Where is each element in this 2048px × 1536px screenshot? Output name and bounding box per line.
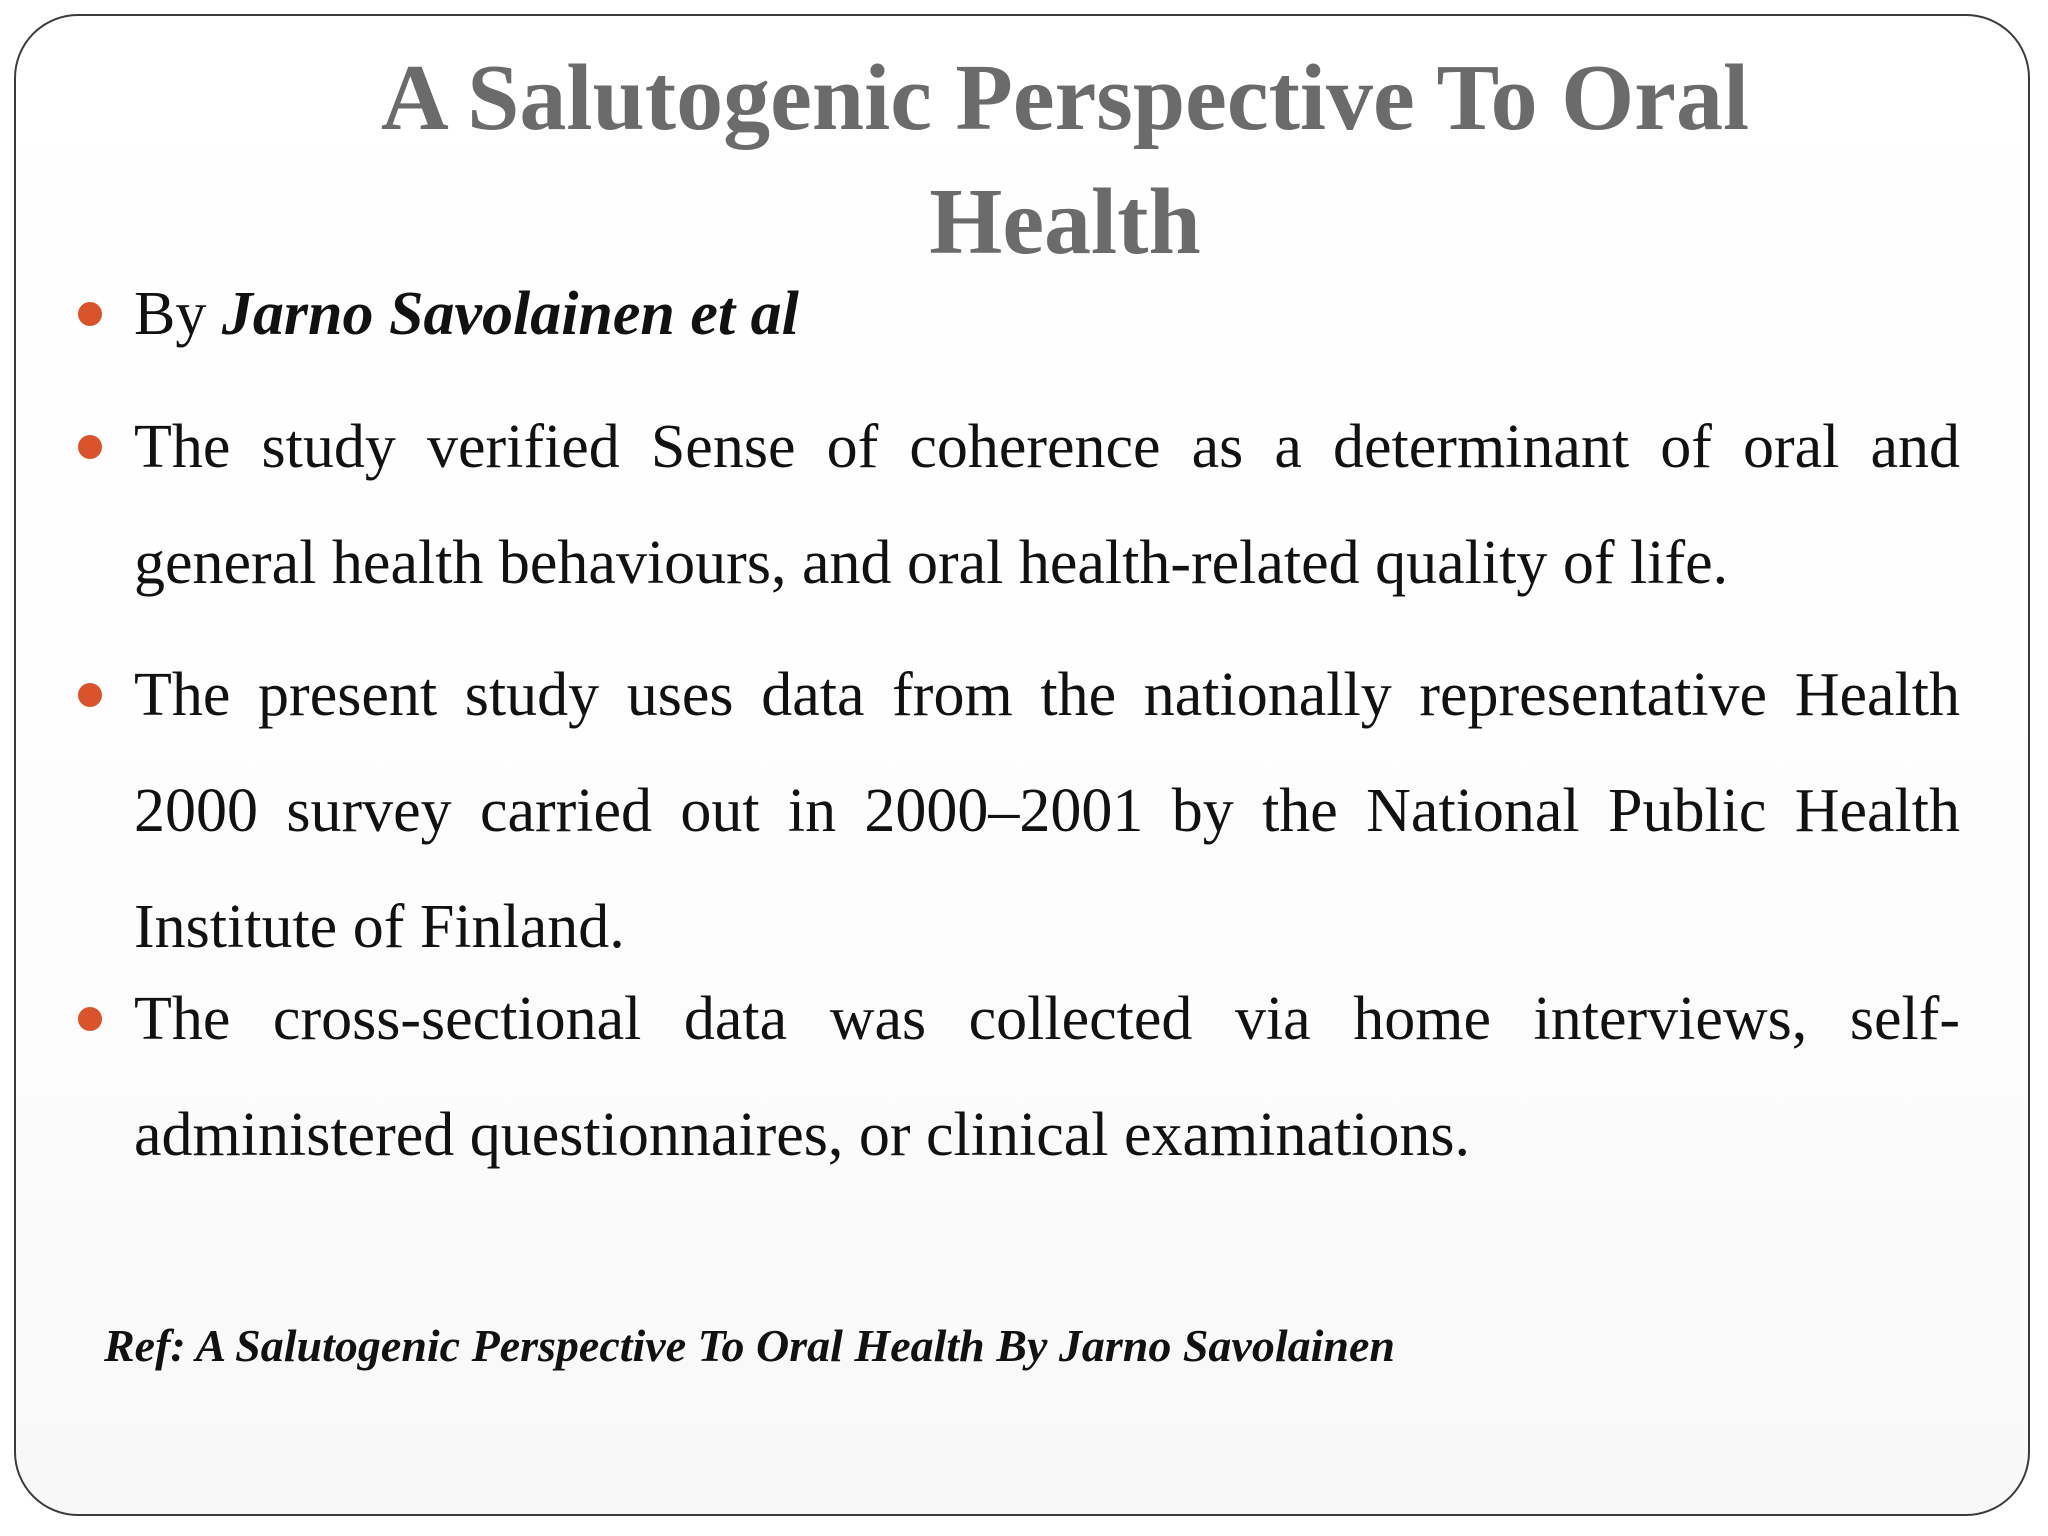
author-name: Jarno Savolainen et al [221, 280, 799, 348]
bullet-marker-icon [78, 1007, 102, 1031]
reference-citation: Ref: A Salutogenic Perspective To Oral Health By Jarno Savolainen [104, 1320, 1395, 1371]
bullet-text: The present study uses data from the nationally representative Health 2000 survey carried out in 2000–2001 by the National Public Health Institute of Finland. [134, 661, 1960, 961]
bullet-marker-icon [78, 302, 102, 326]
bullet-item-data-source [134, 637, 1960, 985]
author-prefix: By [134, 280, 222, 348]
bullet-marker-icon [78, 435, 102, 459]
bullet-text: The cross-sectional data was collected via home interviews, self-administered questionnaires, or clinical examinations. [134, 985, 1960, 1169]
bullet-marker-icon [78, 683, 102, 707]
bullet-item-data-collection [134, 961, 1960, 1193]
slide-title: A Salutogenic Perspective To Oral Health [380, 46, 1750, 274]
bullet-text: The study verified Sense of coherence as a determinant of oral and general health behaviours, and oral health-related quality of life. [134, 413, 1960, 597]
bullet-item-author [134, 256, 1960, 372]
bullet-item-study-verified [134, 389, 1960, 621]
